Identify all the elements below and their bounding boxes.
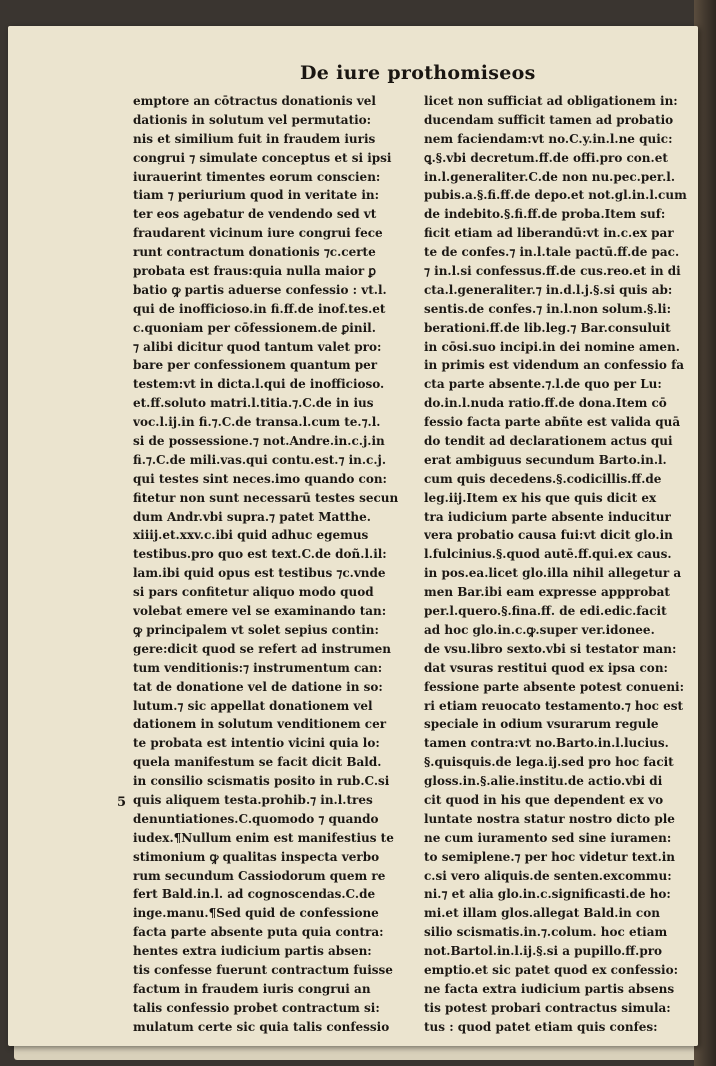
text-line: ⁊ in.l.si confessus.ff.de cus.reo.et in di [424, 264, 681, 279]
text-line: denuntiationes.C.quomodo ⁊ quando [133, 811, 379, 826]
text-line: tis potest probari contractus simula: [424, 1000, 671, 1015]
text-line: in cōsi.suo incipi.in dei nomine amen. [424, 339, 680, 354]
text-line: si de possessione.⁊ not.Andre.in.c.j.in [133, 434, 385, 449]
text-line: probata est fraus:quia nulla maior ꝑ [133, 264, 376, 279]
text-line: emptore an cōtractus donationis vel [133, 94, 376, 108]
text-line: erat ambiguus secundum Barto.in.l. [424, 452, 667, 467]
text-line: ni.⁊ et alia glo.in.c.significasti.de ho: [424, 887, 671, 902]
text-line: in consilio scismatis posito in rub.C.si [133, 774, 390, 789]
text-line: cta.l.generaliter.⁊ in.d.l.j.§.si quis ab: [424, 282, 673, 297]
text-line: in.l.generaliter.C.de non nu.pec.per.l. [424, 169, 676, 184]
text-line: do.in.l.nuda ratio.ff.de dona.Item cō [424, 396, 667, 411]
text-line: inge.manu.¶Sed quid de confessione [133, 906, 379, 921]
text-line: ri etiam reuocato testamento.⁊ hoc est [424, 698, 684, 713]
text-line: tat de donatione vel de datione in so: [133, 679, 383, 694]
text-line: iudex.¶Nullum enim est manifestius te [133, 830, 394, 845]
text-line: dationis in solutum vel permutatio: [133, 112, 372, 127]
text-line: si pars confitetur aliquo modo quod [133, 585, 374, 600]
text-line: fitetur non sunt necessarū testes secun [133, 490, 399, 505]
text-line: in primis est videndum an confessio fa [424, 358, 685, 373]
text-line: sentis.de confes.⁊ in.l.non solum.§.li: [424, 301, 672, 316]
text-line: rum secundum Cassiodorum quem re [133, 868, 386, 883]
text-line: in pos.ea.licet glo.illa nihil allegetur a [424, 566, 682, 581]
text-line: cit quod in his que dependent ex vo [424, 792, 664, 807]
text-line: ad hoc glo.in.c.ꝙ.super ver.idonee. [424, 622, 655, 637]
text-line: facta parte absente puta quia contra: [133, 925, 384, 940]
text-line: iurauerint timentes eorum conscien: [133, 169, 381, 184]
text-line: to semiplene.⁊ per hoc videtur text.in [424, 849, 676, 864]
text-line: c.quoniam per cōfessionem.de ꝑinil. [133, 320, 376, 335]
text-line: not.Bartol.in.l.ij.§.si a pupillo.ff.pro [424, 944, 663, 959]
text-line: qui de inofficioso.in fi.ff.de inof.tes.et [133, 301, 386, 316]
left-text-column [133, 92, 411, 1037]
text-line: dat vsuras restitui quod ex ipsa con: [424, 660, 668, 675]
text-line: silio scismatis.in.⁊.colum. hoc etiam [424, 925, 668, 940]
text-line: ꝙ principalem vt solet sepius contin: [133, 622, 379, 637]
text-line: lutum.⁊ sic appellat donationem vel [133, 698, 373, 713]
text-line: cum quis decedens.§.codicillis.ff.de [424, 471, 662, 486]
text-line: §.quisquis.de lega.ij.sed pro hoc facit [424, 755, 674, 770]
text-line: testem:vt in dicta.l.qui de inofficioso. [133, 377, 385, 392]
text-line: runt contractum donationis ⁊c.certe [133, 245, 376, 260]
text-line: mi.et illam glos.allegat Bald.in con [424, 906, 660, 921]
text-line: testibus.pro quo est text.C.de doñ.l.il: [133, 547, 387, 562]
right-text-column [424, 92, 696, 1037]
text-line: tamen contra:vt no.Barto.in.l.lucius. [424, 736, 669, 751]
text-line: voc.l.ij.in fi.⁊.C.de transa.l.cum te.⁊.l. [133, 415, 381, 430]
text-line: l.fulcinius.§.quod autē.ff.qui.ex caus. [424, 547, 672, 562]
text-line: factum in fraudem iuris congrui an [133, 981, 371, 996]
text-line: tis confesse fuerunt contractum fuisse [133, 962, 393, 977]
text-line: tiam ⁊ periurium quod in veritate in: [133, 188, 380, 203]
text-line: fraudarent vicinum iure congrui fece [133, 226, 383, 241]
text-line: dum Andr.vbi supra.⁊ patet Matthe. [133, 509, 371, 524]
text-line: tus : quod patet etiam quis confes: [424, 1019, 658, 1034]
text-line: de vsu.libro sexto.vbi si testator man: [424, 641, 677, 656]
text-line: dationem in solutum venditionem cer [133, 717, 387, 732]
text-line: vera probatio causa fui:vt dicit glo.in [424, 528, 673, 543]
text-line: batio ꝙ partis aduerse confessio : vt.l. [133, 282, 387, 297]
text-line: volebat emere vel se examinando tan: [133, 604, 387, 619]
text-line: cta parte absente.⁊.l.de quo per Lu: [424, 377, 662, 392]
text-line: per.l.quero.§.fina.ff. de edi.edic.facit [424, 604, 667, 619]
text-line: tra iudicium parte absente inducitur [424, 509, 671, 524]
text-line: ⁊ alibi dicitur quod tantum valet pro: [133, 339, 382, 354]
text-line: luntate nostra statur nostro dicto ple [424, 811, 675, 826]
text-line: hentes extra iudicium partis absen: [133, 944, 372, 959]
text-line: fert Bald.in.l. ad cognoscendas.C.de [133, 887, 376, 902]
text-line: nem faciendam:vt no.C.y.in.l.ne quic: [424, 131, 673, 146]
text-line: quis aliquem testa.prohib.⁊ in.l.tres [133, 792, 373, 807]
text-line: lam.ibi quid opus est testibus ⁊c.vnde [133, 566, 386, 581]
text-line: fessio facta parte abñte est valida quā [424, 415, 681, 430]
marginal-number: 5 [117, 795, 127, 810]
text-line: emptio.et sic patet quod ex confessio: [424, 962, 679, 977]
text-line: stimonium ꝙ qualitas inspecta verbo [133, 849, 380, 864]
text-line: talis confessio probet contractum si: [133, 1000, 380, 1015]
text-line: men Bar.ibi eam expresse appprobat [424, 585, 670, 600]
text-line: ducendam sufficit tamen ad probatio [424, 112, 674, 127]
text-line: quela manifestum se facit dicit Bald. [133, 755, 382, 770]
text-line: ficit etiam ad liberandū:vt in.c.ex par [424, 226, 674, 241]
text-line: ter eos agebatur de vendendo sed vt [133, 207, 377, 222]
running-title: De iure prothomiseos [300, 62, 536, 84]
text-line: nis et similium fuit in fraudem iuris [133, 131, 376, 146]
text-line: tum venditionis:⁊ instrumentum can: [133, 660, 383, 675]
text-line: berationi.ff.de lib.leg.⁊ Bar.consuluit [424, 320, 671, 335]
text-line: gere:dicit quod se refert ad instrumen [133, 641, 392, 656]
text-line: leg.iij.Item ex his que quis dicit ex [424, 490, 657, 505]
text-line: qui testes sint neces.imo quando con: [133, 471, 387, 486]
text-line: pubis.a.§.fi.ff.de depo.et not.gl.in.l.cum [424, 188, 687, 203]
text-line: do tendit ad declarationem actus qui [424, 434, 673, 449]
text-line: gloss.in.§.alie.institu.de actio.vbi di [424, 774, 663, 789]
text-line: xiiij.et.xxv.c.ibi quid adhuc egemus [133, 528, 369, 543]
text-line: ne cum iuramento sed sine iuramen: [424, 830, 672, 845]
text-line: de indebito.§.fi.ff.de proba.Item suf: [424, 207, 666, 222]
text-line: fi.⁊.C.de mili.vas.qui contu.est.⁊ in.c.j. [133, 452, 387, 467]
text-line: congrui ⁊ simulate conceptus et si ipsi [133, 150, 392, 165]
text-line: bare per confessionem quantum per [133, 358, 378, 373]
text-line: et.ff.soluto matri.l.titia.⁊.C.de in ius [133, 396, 374, 411]
text-line: te probata est intentio vicini quia lo: [133, 736, 380, 751]
text-line: c.si vero aliquis.de senten.excommu: [424, 868, 672, 883]
text-line: mulatum certe sic quia talis confessio [133, 1019, 390, 1034]
text-line: fessione parte absente potest conueni: [424, 679, 685, 694]
text-line: licet non sufficiat ad obligationem in: [424, 94, 678, 108]
text-line: ne facta extra iudicium partis absens [424, 981, 675, 996]
text-line: speciale in odium vsurarum regule [424, 717, 659, 732]
text-line: ꝗ.§.vbi decretum.ff.de offi.pro con.et [424, 150, 668, 165]
text-line: te de confes.⁊ in.l.tale pactū.ff.de pac. [424, 245, 680, 260]
